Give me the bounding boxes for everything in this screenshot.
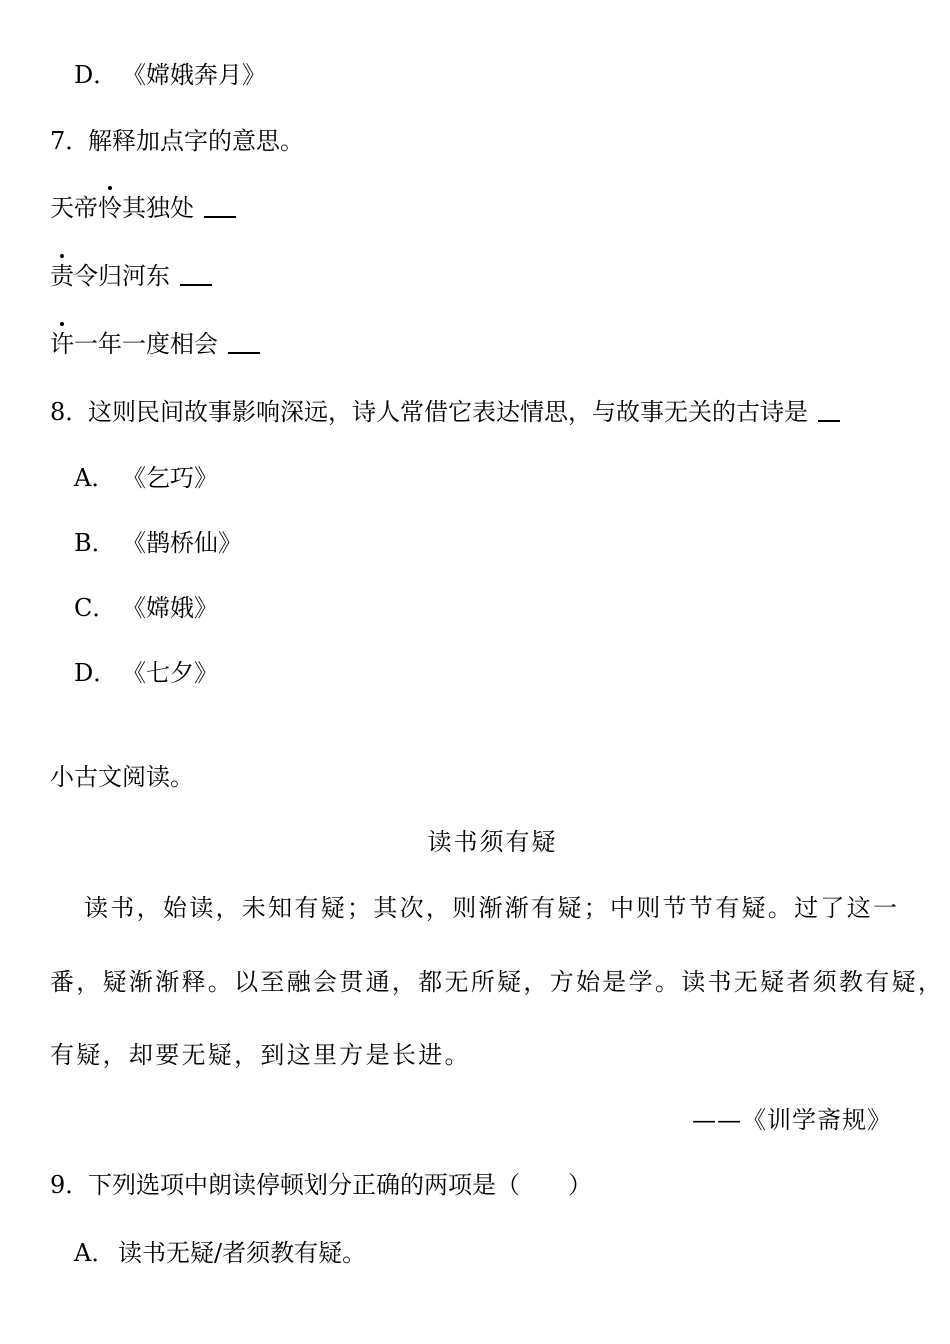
passage-line-1: 读书，始读，未知有疑；其次，则渐渐有疑；中则节节有疑。过了这一	[84, 894, 900, 922]
item-prefix: 天帝	[50, 194, 98, 222]
answer-blank[interactable]	[180, 262, 212, 286]
option-text: 《鹊桥仙》	[122, 529, 242, 557]
q8-option-b	[74, 528, 242, 558]
option-label: C．	[74, 594, 117, 622]
passage-title: 读书须有疑	[427, 828, 558, 856]
q8-option-c	[74, 593, 218, 623]
option-text: 《嫦娥》	[122, 594, 218, 622]
option-label: D．	[74, 659, 118, 687]
q6-option-d	[74, 60, 266, 90]
q7-stem	[50, 126, 304, 156]
question-number: 8．	[50, 398, 90, 426]
option-text: 读书无疑/者须教有疑。	[118, 1239, 367, 1267]
option-text: 《嫦娥奔月》	[122, 61, 266, 89]
passage-line-2: 番，疑渐渐释。以至融会贯通，都无所疑，方始是学。读书无疑者须教有疑，	[50, 968, 945, 996]
question-number: 9．	[50, 1171, 90, 1199]
section-heading: 小古文阅读。	[50, 763, 194, 791]
q8-option-a	[74, 463, 218, 493]
passage-source: ——《训学斋规》	[692, 1106, 892, 1134]
answer-blank[interactable]	[228, 330, 260, 354]
item-suffix: 其独处	[122, 194, 194, 222]
q7-item-2	[50, 261, 212, 291]
q8-option-d	[74, 658, 218, 688]
question-number: 7．	[50, 127, 90, 155]
question-text: 解释加点字的意思。	[88, 127, 304, 155]
option-label: B．	[74, 529, 116, 557]
q9-stem	[50, 1170, 592, 1200]
answer-blank[interactable]	[204, 194, 236, 218]
question-text: 这则民间故事影响深远，诗人常借它表达情思，与故事无关的古诗是	[88, 398, 808, 426]
q9-option-a	[74, 1238, 366, 1268]
option-text: 《七夕》	[122, 659, 218, 687]
dotted-character: 许	[50, 330, 74, 358]
q8-stem	[50, 397, 840, 427]
dotted-character: 怜	[98, 194, 122, 222]
item-suffix: 一年一度相会	[74, 330, 218, 358]
q7-item-1	[50, 193, 236, 223]
option-text: 《乞巧》	[122, 464, 218, 492]
option-label: A．	[74, 464, 116, 492]
answer-blank[interactable]	[818, 398, 840, 422]
option-label: D．	[74, 61, 118, 89]
option-label: A．	[74, 1239, 116, 1267]
passage-line-3: 有疑，却要无疑，到这里方是长进。	[50, 1041, 471, 1069]
item-suffix: 令归河东	[74, 262, 170, 290]
dotted-character: 责	[50, 262, 74, 290]
q7-item-3	[50, 329, 260, 359]
question-text: 下列选项中朗读停顿划分正确的两项是（ ）	[88, 1171, 592, 1199]
